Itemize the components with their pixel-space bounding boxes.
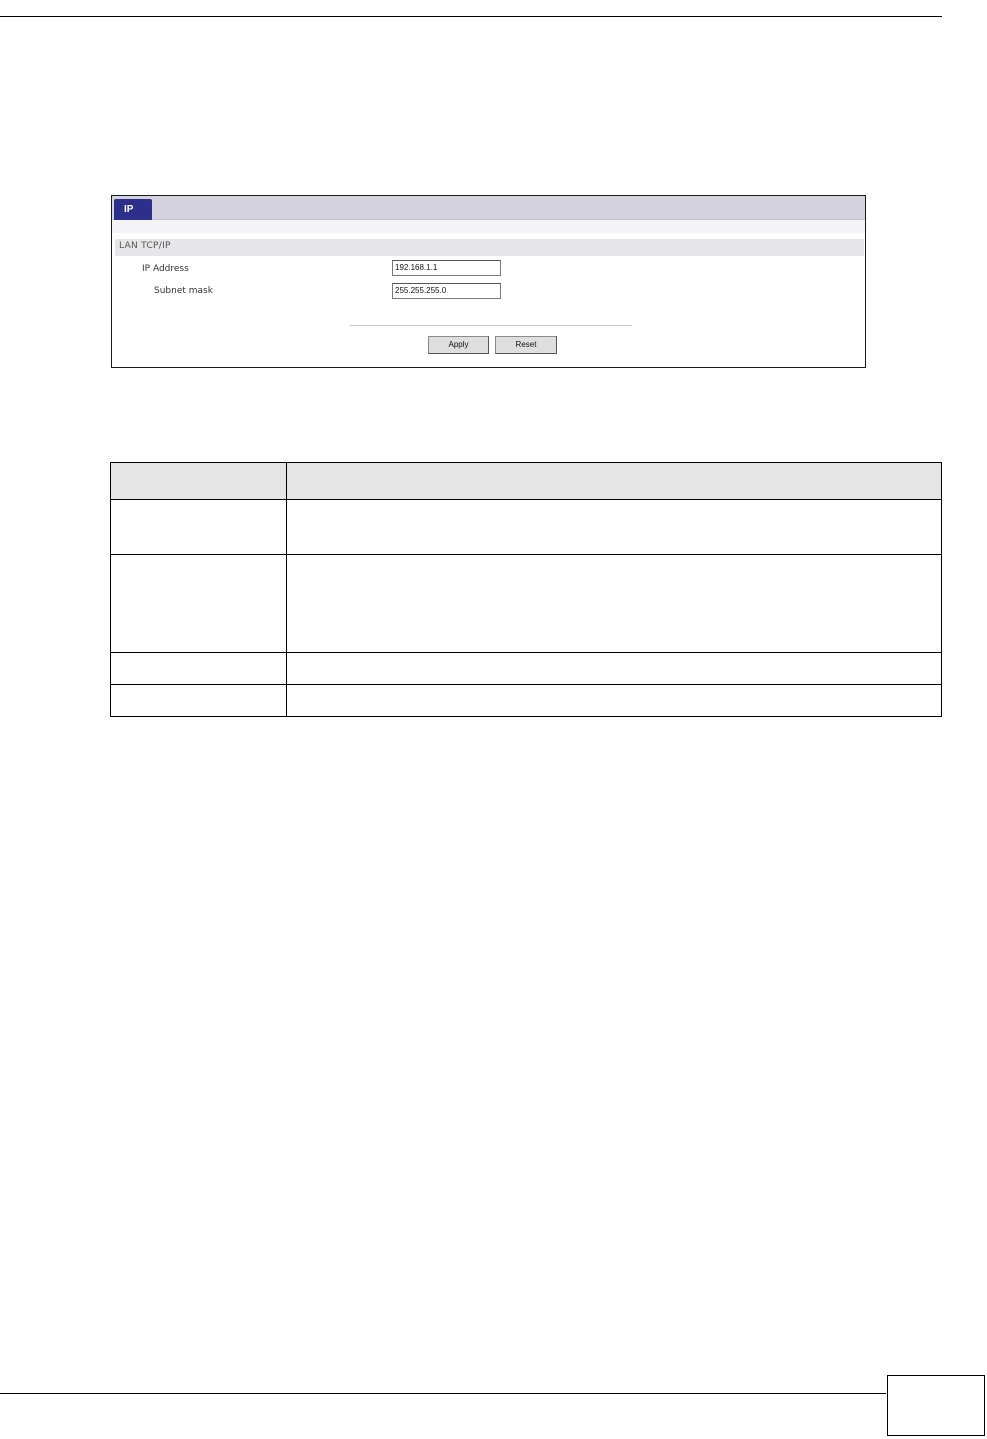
page-number-box bbox=[887, 1375, 985, 1436]
row-label bbox=[111, 555, 286, 571]
row-description bbox=[287, 500, 941, 516]
table-row bbox=[111, 685, 941, 716]
reset-button[interactable]: Reset bbox=[495, 336, 557, 354]
ip-address-input[interactable]: 192.168.1.1 bbox=[392, 260, 501, 276]
row-description bbox=[287, 555, 941, 571]
ip-address-label: IP Address bbox=[142, 264, 189, 274]
section-header bbox=[115, 239, 864, 256]
header-rule bbox=[0, 16, 942, 17]
ip-settings-screenshot bbox=[111, 195, 866, 368]
table-row bbox=[111, 555, 941, 653]
tab-bar-underband bbox=[112, 220, 865, 233]
subnet-mask-label: Subnet mask bbox=[154, 286, 213, 296]
divider bbox=[350, 325, 632, 326]
tab-bar bbox=[112, 196, 865, 220]
header-label bbox=[111, 463, 286, 500]
row-label bbox=[111, 653, 286, 669]
table-row bbox=[111, 653, 941, 685]
footer-rule bbox=[0, 1393, 886, 1394]
row-description bbox=[287, 685, 941, 701]
description-table bbox=[110, 462, 942, 717]
section-title: LAN TCP/IP bbox=[119, 241, 171, 251]
apply-button[interactable]: Apply bbox=[428, 336, 489, 354]
row-label bbox=[111, 685, 286, 701]
column-divider bbox=[286, 463, 287, 716]
table-row bbox=[111, 500, 941, 555]
tab-ip[interactable]: IP bbox=[114, 199, 152, 220]
subnet-mask-input[interactable]: 255.255.255.0 bbox=[392, 283, 501, 299]
table-header bbox=[111, 463, 941, 500]
row-label bbox=[111, 500, 286, 516]
row-description bbox=[287, 653, 941, 669]
header-description bbox=[287, 463, 941, 500]
